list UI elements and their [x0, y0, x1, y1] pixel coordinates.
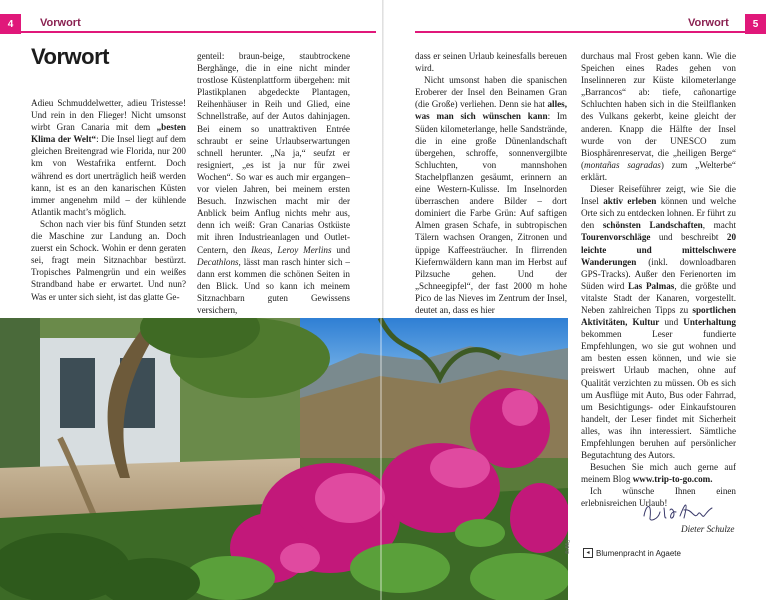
bold-text: www.trip-to-go.com.: [632, 474, 713, 485]
author-signature: [640, 496, 718, 526]
text-run: und beschreibt: [650, 232, 727, 243]
text-run: genteil: braun-beige, staubtrockene Berghänge, die in eine nicht minder trostlose Küstenplattform übergehen: mit Plastikplanen abgedeckte Plantagen, Reihenhäuser in Reih und Glied, eine Schnellstraße, auf der Autos dahinjagen. Bei einem so unattraktiven Entrée schraubt er seine Urlaubserwartungen schnell herunter. „Na ja,“ seufzt er resigniert, „es ist ja nur für zwei Wochen“. So war es auch mir ergangen– vor vielen Jahren, bei meinem ersten Besuch. Inzwischen macht mir der Anblick beim Anflug nichts mehr aus, denn ich weiß: Gran Canarias Ostküste mit ihren Industrieanlagen und Outlet-Centern, den: [197, 51, 350, 255]
italic-text: Ikeas, Leroy Merlins: [250, 244, 332, 255]
text-run: Ich wünsche Ihnen einen erlebnisreichen Urlaub!: [581, 486, 736, 509]
text-run: Besuchen Sie mich auch gerne auf meinem Blog: [581, 462, 736, 485]
bougainvillea-photo: [0, 318, 568, 600]
page-number-right: 5: [745, 14, 766, 34]
page-number-left: 4: [0, 14, 21, 34]
text-run: dass er seinen Urlaub keinesfalls bereuen wird.: [415, 51, 567, 74]
text-run: bekommen Leser fundierte Empfehlungen, wo sie gut wohnen und am besten essen können, und wie sie preiswert Urlaub machen, ohne auf Qualität verzichten zu müssen. Ob es sich um Ausflüge mit Auto, Bus oder Fahrrad, um Besichtigungs- oder Einkaufstouren handelt, der Leser findet mit Sicherheit alles, was ihn interessiert. Sämtliche Empfehlungen beruhen auf persönlicher Begutachtung des Autors.: [581, 329, 736, 461]
text-column-2: [197, 50, 350, 316]
running-head-right: Vorwort: [688, 17, 729, 29]
photo-caption: [583, 548, 681, 558]
paragraph: [31, 97, 186, 218]
paragraph: [31, 218, 186, 303]
paragraph: [415, 74, 567, 316]
text-run: : Die Insel liegt auf dem gleichen Breitengrad wie Florida, nur 200 km von Westafrika entfernt. Doch während es dort unerträglich heiß werden kann, ist es an den kanarischen Küsten immer angenehm mild – der kühlende Atlantik macht’s möglich.: [31, 134, 186, 217]
italic-text: montañas sagradas: [584, 159, 661, 170]
text-run: Adieu Schmuddelwetter, adieu Tristesse! Und rein in den Flieger! Nicht umsonst wirbt Gran Canaria mit dem: [31, 98, 186, 133]
bold-text: Unterhaltung: [683, 317, 736, 328]
image-reference-icon: ◂: [583, 548, 593, 558]
text-run: lässt man rasch hinter sich – dann erst kommen die schönen Seiten in den Blick. Und so kann ich meinem Sitznachbarn guten Gewissens versichern,: [197, 256, 350, 315]
text-run: Nicht umsonst haben die spanischen Eroberer der Insel den Beinamen Gran (die Große) verliehen. Denn sie hat: [415, 75, 567, 110]
text-run: : Im Süden kilometerlange, helle Sandstrände, die in eine große Dünenlandschaft übergehen, schroffe, sonnenvergilbte Schluchten, von mannshohen Stachelpflanzen gesäumt, erinnern an eine Western-Kulisse. Im Inselnorden überraschen andere Bilder – dort dominiert die Farbe Grün: Auf saftigen Almen grasen Schafe, in subtropischen Tälern wachsen Orangen, Zitronen und üppige Kaffeesträucher. In flirrenden Kiefernwäldern kann man im Herbst auf Pilzsuche gehen. Und der „Schneegipfel“, der fast 2000 m hohe Pico de las Nieves im Zentrum der Insel, deutet an, dass es hier: [415, 111, 568, 315]
paragraph: [581, 50, 736, 183]
running-head-left: Vorwort: [40, 17, 81, 29]
text-run: (inkl. downloadbaren GPS-Tracks). Außer den Ferienorten im Süden wird: [581, 256, 736, 291]
italic-text: Decathlons,: [197, 256, 241, 267]
text-run: , macht: [702, 220, 736, 231]
text-column-1: [31, 97, 186, 303]
header-rule-right: [415, 31, 745, 33]
text-column-3: [415, 50, 567, 316]
text-run: , die größte und vitalste Stadt der Kanaren, vorgestellt. Neben zahlreichen Tipps zu: [581, 280, 736, 315]
paragraph: [197, 50, 350, 316]
text-column-4: [581, 50, 736, 510]
paragraph: [415, 50, 567, 74]
bold-text: alles, was man sich wünschen kann: [415, 99, 567, 122]
bold-text: schönsten Landschaften: [602, 220, 703, 231]
paragraph: [581, 183, 736, 461]
bold-text: Las Palmas: [628, 280, 675, 291]
bold-text: sportlichen Aktivitäten, Kultur: [581, 304, 736, 328]
bold-text: 20 leichte und mittelschwere Wanderungen: [581, 232, 736, 267]
text-run: ) zum „Welterbe“ erklärt.: [581, 159, 736, 182]
text-run: durchaus mal Frost geben kann. Wie die Speichen eines Rades gehen von Inselinneren zur Küste kilometerlange „Barrancos“ ab: tiefe, cañonartige Schluchten haben sich in die Steilflanken des Vulkans gekerbt, keine gleicht der anderen. Knapp die Hälfte der Insel wurde von der UNESCO zum Biosphärenreservat, die „heiligen Berge“ (: [581, 51, 736, 170]
bold-text: aktiv erleben: [603, 196, 657, 207]
header-rule-left: [21, 31, 376, 33]
text-run: und: [331, 244, 351, 255]
author-name: Dieter Schulze: [681, 524, 735, 534]
photo-credit: 0ggcg: [564, 540, 570, 554]
text-run: Dieser Reiseführer zeigt, wie Sie die Insel: [581, 184, 736, 207]
text-run: können und welche Orte sich zu entdecken lohnen. Er führt zu den: [581, 196, 736, 231]
paragraph: [581, 461, 736, 485]
bold-text: Tourenvorschläge: [581, 232, 651, 243]
text-run: und: [659, 317, 684, 328]
photo-caption-text: Blumenpracht in Agaete: [596, 548, 681, 558]
text-run: Schon nach vier bis fünf Stunden setzt die Maschine zur Landung an. Doch zuerst ein Schock. Wohin er denn geraten sei, fragt mein Sitznachbar bestürzt. Tropisches Palmengrün und ein weißes Strandband habe er erwartet. Und nun? Was er unter sich sieht, ist das glatte Ge-: [31, 218, 186, 302]
chapter-title: Vorwort: [31, 44, 109, 69]
bold-text: „besten Klima der Welt“: [31, 122, 186, 145]
